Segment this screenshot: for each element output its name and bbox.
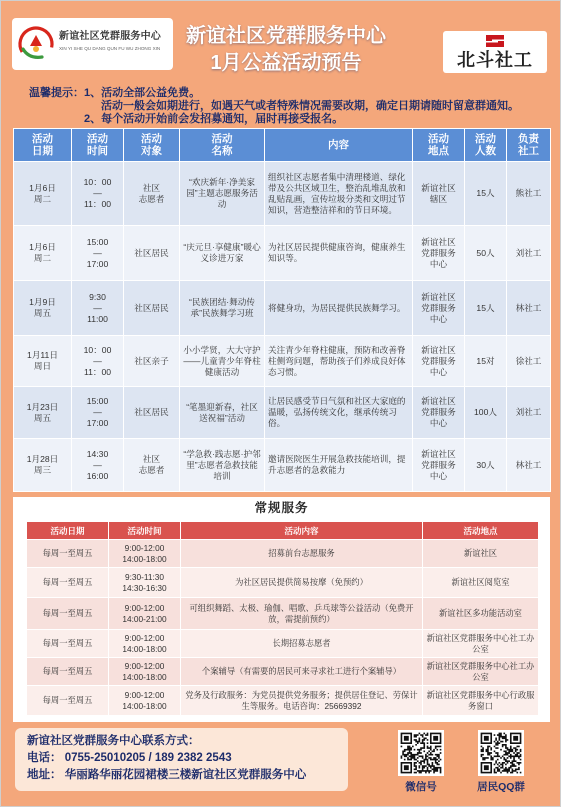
activity-col-header-label: 活动日期 — [32, 133, 53, 157]
logo-name: 新谊社区党群服务中心 — [59, 31, 161, 42]
regular-services-title: 常规服务 — [254, 501, 309, 515]
activity-content-cell — [265, 281, 413, 336]
regular-time-range: 14:00-18:00 — [122, 671, 167, 682]
activity-location-cell — [413, 281, 465, 336]
activity-content: 为社区居民提供健康咨询，健康养生知识等。 — [268, 242, 406, 263]
activity-location: 新谊社区党群服务中心 — [421, 291, 456, 324]
wechat-qr-code — [398, 730, 444, 776]
activity-row — [14, 226, 551, 281]
activity-target-cell — [124, 439, 180, 492]
activity-content-cell — [265, 387, 413, 439]
activity-time-cell — [72, 281, 124, 336]
activity-content-cell — [265, 439, 413, 492]
activity-name-cell — [180, 387, 265, 439]
regular-time-cell — [109, 598, 181, 630]
regular-day: 每周一至周五 — [42, 695, 93, 706]
address-label: 地址： — [27, 769, 62, 781]
activity-col-header-label: 内容 — [328, 139, 349, 151]
activity-date-cell — [14, 387, 72, 439]
regular-time-range: 14:30-16:30 — [122, 582, 167, 593]
activity-location-cell — [413, 387, 465, 439]
regular-col-header-time: 活动时间 — [109, 522, 181, 540]
regular-row — [27, 568, 539, 598]
activity-start-time: 9:30 — [89, 291, 106, 302]
address-value: 华丽路华丽花园裙楼三楼新谊社区党群服务中心 — [64, 769, 307, 781]
regular-time-range: 9:00-12:00 — [124, 543, 165, 553]
regular-row — [27, 630, 539, 658]
activity-time-cell — [72, 439, 124, 492]
activity-col-header-content — [265, 129, 413, 162]
activity-count: 30人 — [476, 459, 495, 470]
activity-col-header-count — [465, 129, 507, 162]
regular-day: 每周一至周五 — [42, 638, 93, 649]
activity-location: 新谊社区党群服务中心 — [421, 344, 456, 377]
activity-col-header-label: 活动名称 — [211, 133, 233, 157]
activity-row — [14, 336, 551, 387]
regular-col-header-location: 活动地点 — [423, 522, 539, 540]
logo-pinyin: XIN YI SHE QU DANG QUN FU WU ZHONG XIN — [59, 46, 161, 51]
activity-count-cell — [465, 162, 507, 226]
activity-name: “笔墨迎新春，社区送祝福”活动 — [186, 401, 258, 423]
activity-date: 1月23日 — [26, 401, 59, 412]
activity-location: 新谊社区党群服务中心 — [421, 396, 456, 428]
activity-col-header-time — [72, 129, 124, 162]
activity-date: 1月28日 — [26, 454, 59, 464]
activity-name: “民族团结·舞动传承”民族舞学习班 — [189, 297, 255, 318]
activity-weekday: 周五 — [33, 308, 52, 318]
regular-header-row — [27, 522, 539, 540]
activity-target-cell — [124, 226, 180, 281]
tip-label: 温馨提示： — [29, 87, 84, 99]
activity-location: 新谊社区党群服务中心 — [421, 448, 456, 481]
activity-content: 将健身功，为居民提供民族舞学习。 — [268, 302, 406, 313]
regular-time-range: 14:00-18:00 — [122, 553, 167, 564]
regular-day-cell — [27, 630, 109, 658]
activity-target: 社区 志愿者 — [138, 182, 165, 204]
activity-row — [14, 439, 551, 492]
activity-target-cell — [124, 281, 180, 336]
activity-worker: 熊社工 — [515, 188, 542, 198]
regular-location: 新谊社区党群服务中心社工办公室 — [426, 661, 535, 682]
contact-phone-line — [27, 751, 232, 766]
activity-target-cell — [124, 162, 180, 226]
regular-row — [27, 686, 539, 716]
activity-end-time: 17:00 — [86, 418, 109, 428]
activity-content-cell — [265, 162, 413, 226]
regular-day-cell — [27, 598, 109, 630]
activity-name-cell — [180, 226, 265, 281]
regular-location-cell — [423, 540, 539, 568]
regular-content: 可组织舞蹈、太极、瑜伽、唱歌、乒乓球等公益活动（免费开放，需提前预约） — [189, 603, 414, 624]
activity-end-time: 11:00 — [87, 313, 108, 324]
activity-worker: 刘社工 — [515, 247, 542, 258]
activity-start-time: 14:30 — [86, 448, 109, 459]
activity-date-cell — [14, 226, 72, 281]
beidou-logo-icon — [483, 33, 507, 49]
regular-day: 每周一至周五 — [42, 548, 93, 559]
activity-date: 1月9日 — [29, 297, 56, 307]
phone-label: 电话： — [27, 752, 62, 764]
activity-table — [13, 128, 551, 492]
regular-time-cell — [109, 658, 181, 686]
activity-name: “庆元旦·享健康”暖心义诊进万家 — [183, 242, 261, 263]
activity-date: 1月6日 — [29, 242, 56, 252]
community-emblem-icon — [16, 24, 56, 64]
regular-location: 新谊社区党群服务中心行政服务窗口 — [426, 690, 535, 711]
tip-text-1: 1、活动全部公益免费。 — [84, 87, 201, 99]
qq-group-qr-code — [478, 730, 524, 776]
activity-content: 组织社区志愿者集中清理楼道、绿化带及公共区域卫生，整治乱堆乱放和乱贴乱画，宣传垃圾分类和文明过节知识，营造整洁祥和的节日环境。 — [268, 171, 406, 215]
regular-content-cell — [181, 658, 423, 686]
activity-name: “欢庆新年·净美家园”主题志愿服务活动 — [186, 177, 258, 209]
activity-target: 社区居民 — [134, 302, 169, 313]
phone-value: 0755-25010205 / 189 2382 2543 — [64, 752, 232, 764]
activity-name-cell — [180, 439, 265, 492]
regular-location: 新谊社区多功能活动室 — [439, 608, 522, 619]
activity-content-cell — [265, 226, 413, 281]
partner-logo — [443, 31, 547, 73]
activity-weekday: 周三 — [33, 465, 52, 475]
activity-target-cell — [124, 336, 180, 387]
regular-day: 每周一至周五 — [42, 666, 93, 677]
regular-content-cell — [181, 686, 423, 716]
regular-day-cell — [27, 686, 109, 716]
activity-worker-cell — [507, 387, 551, 439]
activity-time-separator: — — [93, 355, 102, 366]
regular-content: 为社区居民提供简易按摩（免预约） — [235, 577, 368, 588]
activity-col-header-name — [180, 129, 265, 162]
regular-content: 党务及行政服务：为党员提供党务服务；提供居住登记、劳保计生等服务。电话咨询：25669392 — [185, 690, 418, 711]
regular-services-section — [13, 497, 550, 722]
activity-date-cell — [14, 336, 72, 387]
activity-col-header-label: 活动时间 — [87, 133, 108, 157]
regular-time-cell — [109, 540, 181, 568]
activity-time-cell — [72, 226, 124, 281]
contact-title: 新谊社区党群服务中心联系方式： — [27, 735, 200, 747]
activity-content: 邀请医院医生开展急救技能培训，提升志愿者的急救能力 — [268, 454, 406, 475]
activity-location-cell — [413, 439, 465, 492]
regular-location: 新谊社区 — [463, 548, 498, 559]
activity-content: 让居民感受节日气氛和社区大家庭的温暖，弘扬传统文化，继承传统习俗。 — [268, 396, 406, 428]
regular-content-cell — [181, 630, 423, 658]
activity-start-time: 15:00 — [86, 396, 109, 406]
activity-col-header-target — [124, 129, 180, 162]
regular-content: 长期招募志愿者 — [272, 638, 331, 649]
activity-date-cell — [14, 439, 72, 492]
regular-location-cell — [423, 658, 539, 686]
activity-target-cell — [124, 387, 180, 439]
contact-address-line — [27, 768, 306, 783]
activity-name-cell — [180, 281, 265, 336]
activity-count: 50人 — [476, 247, 495, 258]
regular-row — [27, 540, 539, 568]
activity-table-header — [14, 129, 551, 162]
activity-time-separator: — — [93, 459, 102, 470]
activity-target: 社区亲子 — [134, 355, 169, 366]
activity-end-time: 11：00 — [83, 199, 112, 209]
regular-content: 招募前台志愿服务 — [268, 548, 335, 559]
activity-date: 1月11日 — [27, 350, 58, 360]
activity-content: 关注青少年脊柱健康，预防和改善脊柱侧弯问题，帮助孩子们养成良好体态习惯。 — [268, 344, 406, 377]
activity-worker-cell — [507, 439, 551, 492]
activity-col-header-label: 活动人数 — [475, 133, 496, 157]
activity-count: 15对 — [476, 355, 495, 366]
activity-time-separator: — — [93, 247, 102, 258]
activity-target: 社区居民 — [134, 407, 169, 417]
regular-time-range: 9:00-12:00 — [124, 690, 165, 700]
regular-day: 每周一至周五 — [42, 577, 93, 588]
community-logo — [12, 18, 173, 70]
activity-row — [14, 162, 551, 226]
regular-time-cell — [109, 630, 181, 658]
regular-location-cell — [423, 630, 539, 658]
activity-worker-cell — [507, 281, 551, 336]
activity-col-header-label: 活动对象 — [141, 133, 162, 157]
regular-location-cell — [423, 686, 539, 716]
activity-header-row — [14, 129, 551, 162]
activity-time-cell — [72, 336, 124, 387]
activity-count: 100人 — [474, 407, 497, 417]
activity-count-cell — [465, 387, 507, 439]
activity-count: 15人 — [476, 188, 495, 198]
title-line-2: 1月公益活动预告 — [210, 52, 362, 74]
poster-title — [169, 23, 403, 77]
contact-info — [15, 728, 348, 791]
activity-count-cell — [465, 439, 507, 492]
regular-table-body — [27, 540, 539, 716]
activity-start-time: 10：00 — [83, 344, 112, 355]
activity-time-cell — [72, 162, 124, 226]
activity-count-cell — [465, 281, 507, 336]
activity-weekday: 周二 — [33, 193, 52, 204]
regular-row — [27, 598, 539, 630]
wechat-qr-label: 微信号 — [405, 781, 437, 793]
regular-table-header — [27, 522, 539, 540]
activity-row — [14, 281, 551, 336]
regular-content-cell — [181, 598, 423, 630]
activity-worker: 林社工 — [515, 459, 542, 470]
regular-time-range: 9:00-12:00 — [124, 633, 165, 643]
activity-weekday: 周五 — [33, 412, 52, 423]
activity-name-cell — [180, 162, 265, 226]
activity-table-body — [14, 162, 551, 492]
activity-date: 1月6日 — [29, 182, 56, 193]
regular-col-header-date: 活动日期 — [27, 522, 109, 540]
activity-location-cell — [413, 226, 465, 281]
activity-end-time: 17:00 — [86, 258, 109, 269]
activity-worker: 徐社工 — [515, 355, 542, 366]
activity-end-time: 16:00 — [86, 470, 109, 481]
activity-name: 小小学贤，大大守护——儿童青少年脊柱健康活动 — [183, 344, 261, 377]
partner-name: 北斗社工 — [457, 50, 533, 70]
activity-location: 新谊社区党群服务中心 — [421, 236, 456, 269]
tip-line-3: 2、每个活动开始前会发招募通知，届时再接受报名。 — [84, 113, 344, 125]
activity-time-separator: — — [93, 407, 102, 417]
regular-services-table — [26, 521, 539, 716]
activity-row — [14, 387, 551, 439]
activity-name: “学急救·践志愿·护邻里”志愿者急救技能培训 — [183, 448, 261, 481]
activity-target: 社区 志愿者 — [138, 454, 165, 475]
activity-col-header-worker — [507, 129, 551, 162]
regular-content: 个案辅导（有需要的居民可来寻求社工进行个案辅导） — [201, 666, 402, 677]
regular-time-range: 9:30-11:30 — [124, 572, 165, 582]
regular-location-cell — [423, 598, 539, 630]
activity-content-cell — [265, 336, 413, 387]
qr-code-icon — [479, 731, 523, 775]
activity-col-header-date — [14, 129, 72, 162]
activity-weekday: 周二 — [33, 253, 52, 263]
activity-count-cell — [465, 226, 507, 281]
regular-day-cell — [27, 658, 109, 686]
activity-worker-cell — [507, 336, 551, 387]
regular-row — [27, 658, 539, 686]
regular-time-cell — [109, 686, 181, 716]
activity-count-cell — [465, 336, 507, 387]
activity-worker-cell — [507, 226, 551, 281]
activity-worker: 林社工 — [515, 302, 542, 313]
activity-location-cell — [413, 336, 465, 387]
regular-day-cell — [27, 540, 109, 568]
qq-group-qr-label: 居民QQ群 — [477, 781, 525, 793]
regular-location: 新谊社区阅览室 — [451, 577, 510, 588]
activity-worker-cell — [507, 162, 551, 226]
activity-weekday: 周日 — [33, 361, 52, 371]
tip-line-2: 活动一般会如期进行，如遇天气或者特殊情况需要改期，确定日期请随时留意群通知。 — [101, 100, 519, 112]
activity-count: 15人 — [476, 302, 495, 313]
activity-start-time: 10：00 — [83, 177, 112, 187]
activity-worker: 刘社工 — [515, 407, 542, 417]
activity-location: 新谊社区辖区 — [421, 182, 456, 204]
activity-time-cell — [72, 387, 124, 439]
activity-location-cell — [413, 162, 465, 226]
activity-time-separator: — — [93, 302, 102, 313]
activity-name-cell — [180, 336, 265, 387]
regular-col-header-content: 活动内容 — [181, 522, 423, 540]
activity-col-header-location — [413, 129, 465, 162]
regular-day: 每周一至周五 — [42, 608, 93, 619]
regular-time-cell — [109, 568, 181, 598]
activity-time-separator: — — [93, 188, 102, 198]
activity-col-header-label: 负责社工 — [518, 133, 539, 157]
regular-time-range: 14:00-18:00 — [122, 643, 167, 654]
regular-time-range: 14:00-18:00 — [122, 700, 167, 711]
activity-col-header-label: 活动地点 — [428, 133, 449, 157]
regular-content-cell — [181, 540, 423, 568]
title-line-1: 新谊社区党群服务中心 — [186, 25, 386, 47]
regular-location-cell — [423, 568, 539, 598]
qr-code-icon — [399, 731, 443, 775]
regular-time-range: 9:00-12:00 — [124, 603, 165, 613]
regular-location: 新谊社区党群服务中心社工办公室 — [426, 633, 535, 654]
activity-end-time: 11：00 — [83, 366, 112, 377]
regular-time-range: 9:00-12:00 — [124, 661, 165, 671]
activity-target: 社区居民 — [134, 247, 169, 258]
tip-line-1 — [29, 87, 200, 100]
activity-date-cell — [14, 281, 72, 336]
regular-day-cell — [27, 568, 109, 598]
regular-content-cell — [181, 568, 423, 598]
activity-start-time: 15:00 — [86, 236, 109, 247]
regular-time-range: 14:00-21:00 — [122, 613, 167, 624]
activity-date-cell — [14, 162, 72, 226]
